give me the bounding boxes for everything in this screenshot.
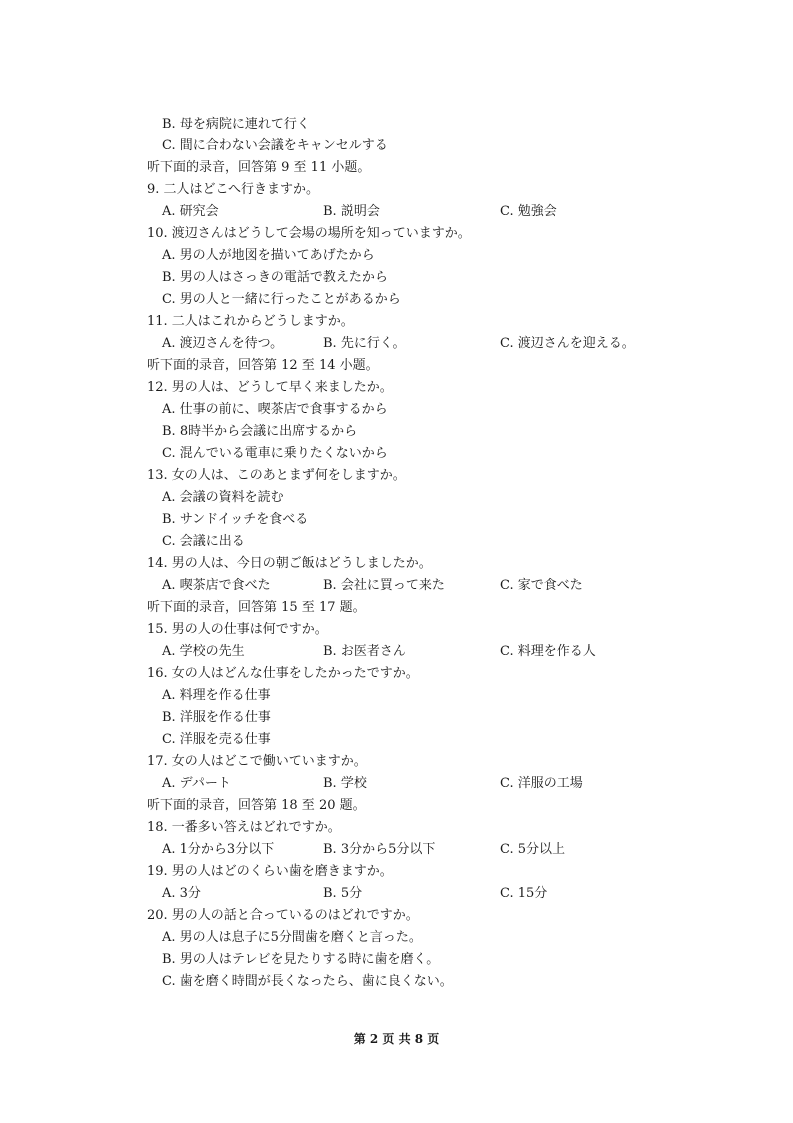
option-c: C. 混んでいる電車に乗りたくないから [162,446,388,461]
page-footer: 第 2 页 共 8 页 [353,1032,440,1046]
option-b: B. 母を病院に連れて行く [162,117,310,132]
question-text: 17. 女の人はどこで働いていますか。 [147,754,367,769]
question-text: 9. 二人はどこへ行きますか。 [147,182,320,197]
option-c: C. 家で食べた [500,578,583,593]
option-a: A. 1分から3分以下 [162,842,275,857]
question-text: 18. 一番多い答えはどれですか。 [147,820,341,835]
instruction-text: 听下面的录音，回答第 15 至 17 题。 [147,600,366,615]
question-text: 14. 男の人は、今日の朝ご飯はどうしましたか。 [147,556,432,571]
option-b: B. 5分 [323,886,363,901]
option-b: B. 説明会 [323,204,380,219]
option-a: A. デパート [162,776,231,791]
option-c: C. 渡辺さんを迎える。 [500,336,635,351]
question-text: 11. 二人はこれからどうしますか。 [147,314,354,329]
option-c: C. 料理を作る人 [500,644,596,659]
option-a: A. 男の人は息子に5分間歯を磨くと言った。 [162,930,422,945]
option-b: B. 学校 [323,776,367,791]
instruction-text: 听下面的录音，回答第 9 至 11 小题。 [147,160,371,175]
option-c: C. 洋服を売る仕事 [162,732,271,747]
question-text: 13. 女の人は、このあとまず何をしますか。 [147,468,406,483]
instruction-text: 听下面的录音，回答第 12 至 14 小题。 [147,358,379,373]
option-b: B. 3分から5分以下 [323,842,436,857]
option-c: C. 5分以上 [500,842,566,857]
question-text: 12. 男の人は、どうして早く来ましたか。 [147,380,393,395]
option-a: A. 仕事の前に、喫茶店で食事するから [162,402,388,417]
question-text: 16. 女の人はどんな仕事をしたかったですか。 [147,666,419,681]
option-b: B. 洋服を作る仕事 [162,710,271,725]
option-a: A. 料理を作る仕事 [162,688,271,703]
question-text: 19. 男の人はどのくらい歯を磨きますか。 [147,864,393,879]
question-text: 15. 男の人の仕事は何ですか。 [147,622,328,637]
option-a: A. 研究会 [162,204,219,219]
instruction-text: 听下面的录音，回答第 18 至 20 题。 [147,798,366,813]
option-c: C. 男の人と一緒に行ったことがあるから [162,292,401,307]
option-b: B. 先に行く。 [323,336,406,351]
option-b: B. サンドイッチを食べる [162,512,309,527]
option-c: C. 勉強会 [500,204,557,219]
option-b: B. 8時半から会議に出席するから [162,424,358,439]
option-b: B. 男の人はさっきの電話で教えたから [162,270,388,285]
option-a: A. 喫茶店で食べた [162,578,271,593]
option-c: C. 洋服の工場 [500,776,583,791]
option-b: B. お医者さん [323,644,406,659]
option-a: A. 学校の先生 [162,644,245,659]
option-c: C. 15分 [500,886,548,901]
option-a: A. 渡辺さんを待つ。 [162,336,284,351]
option-c: C. 歯を磨く時間が長くなったら、歯に良くない。 [162,974,453,989]
option-b: B. 会社に買って来た [323,578,445,593]
question-text: 20. 男の人の話と合っているのはどれですか。 [147,908,419,923]
option-b: B. 男の人はテレビを見たりする時に歯を磨く。 [162,952,440,967]
option-a: A. 会議の資料を読む [162,490,284,505]
question-text: 10. 渡辺さんはどうして会場の場所を知っていますか。 [147,226,471,241]
option-a: A. 男の人が地図を描いてあげたから [162,248,375,263]
option-c: C. 会議に出る [162,534,245,549]
option-c: C. 間に合わない会議をキャンセルする [162,138,388,153]
option-a: A. 3分 [162,886,201,901]
